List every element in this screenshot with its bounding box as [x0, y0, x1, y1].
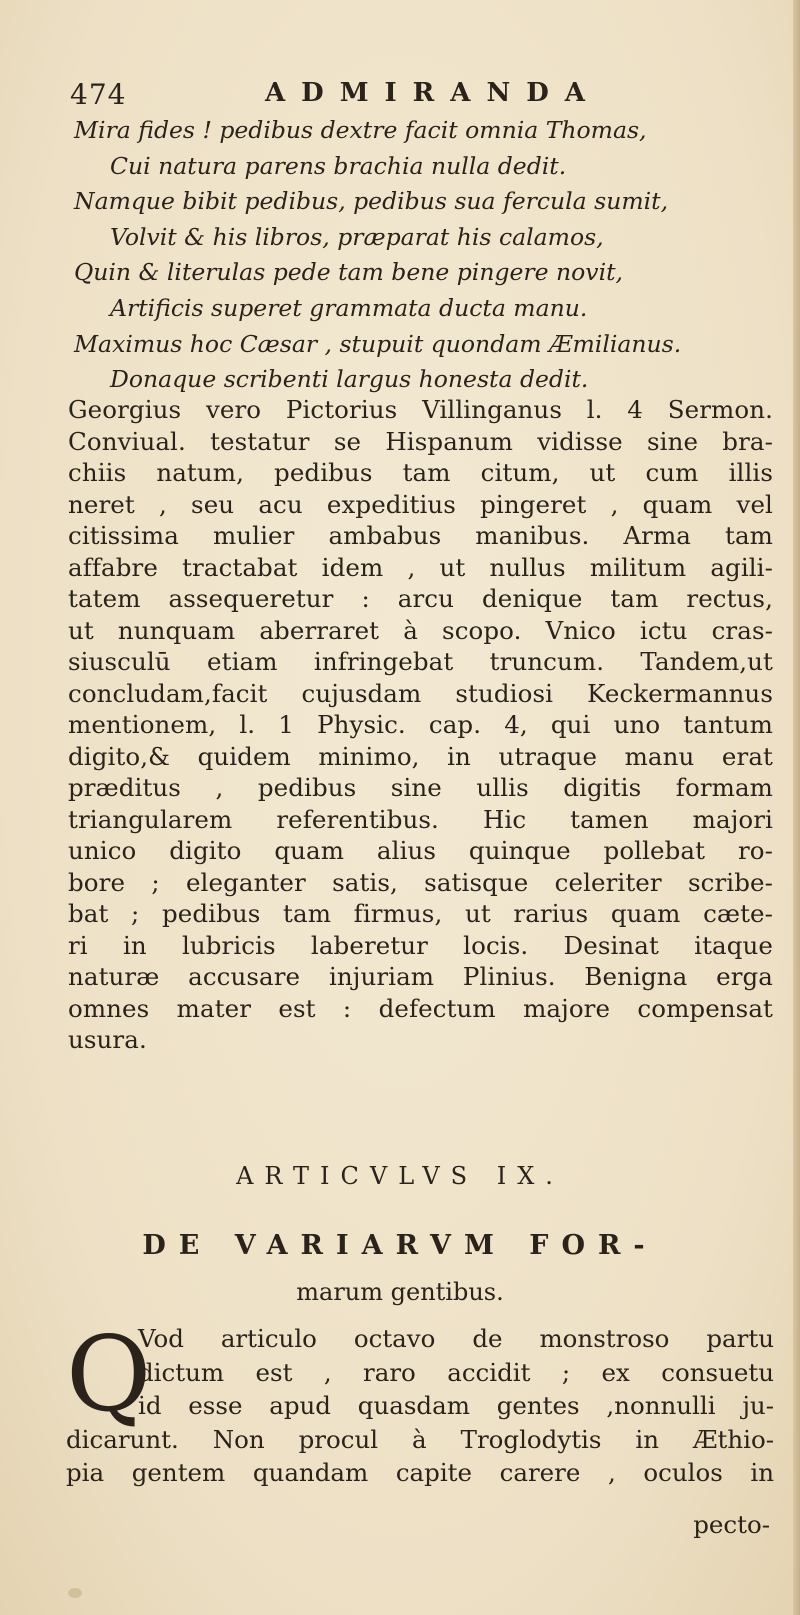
- verse-line: Donaque scribenti largus honesta dedit.: [110, 365, 589, 394]
- prose-line: omnes mater est : defectum majore compensat: [68, 993, 773, 1023]
- verse-line: Artificis superet grammata ducta manu.: [110, 293, 588, 322]
- prose-line: usura.: [68, 1025, 147, 1054]
- prose-line: triangularem referentibus. Hic tamen majori: [68, 804, 773, 834]
- prose-line: ri in lubricis laberetur locis. Desinat itaque: [68, 930, 773, 960]
- prose-line: bat ; pedibus tam firmus, ut rarius quam cæte-: [68, 899, 773, 928]
- page-number: 474: [70, 78, 127, 111]
- prose-line: concludam,facit cujusdam studiosi Keckermannus: [68, 678, 773, 708]
- prose-line: naturæ accusare injuriam Plinius. Benigna erga: [68, 962, 773, 991]
- prose-line: Georgius vero Pictorius Villinganus l. 4 Sermon.: [68, 395, 773, 424]
- prose-line: citissima mulier ambabus manibus. Arma tam: [68, 521, 773, 550]
- prose-paragraph: [68, 394, 773, 1056]
- drop-cap: Q: [66, 1313, 152, 1435]
- prose-line: ut nunquam aberraret à scopo. Vnico ictu cras-: [68, 615, 773, 645]
- paragraph-line: id esse apud quasdam gentes ,nonnulli ju-: [138, 1391, 774, 1420]
- prose-line: tatem assequeretur : arcu denique tam rectus,: [68, 584, 773, 613]
- catchword: pecto-: [693, 1510, 770, 1539]
- paragraph-line: Vod articulo octavo de monstroso partu: [138, 1324, 774, 1353]
- prose-line: Conviual. testatur se Hispanum vidisse sine bra-: [68, 426, 773, 456]
- prose-line: mentionem, l. 1 Physic. cap. 4, qui uno tantum: [68, 710, 773, 739]
- section-subtitle: marum gentibus.: [296, 1278, 504, 1306]
- prose-line: chiis natum, pedibus tam citum, ut cum illis: [68, 458, 773, 487]
- second-paragraph: [66, 1313, 774, 1490]
- prose-line: digito,& quidem minimo, in utraque manu erat: [68, 741, 773, 771]
- verse-line: Volvit & his libros, præparat his calamos,: [110, 222, 604, 251]
- verse-line: Quin & literulas pede tam bene pingere novit,: [74, 258, 624, 287]
- paragraph-line: pia gentem quandam capite carere , oculos in: [66, 1458, 774, 1487]
- verse-line: Mira fides ! pedibus dextre facit omnia Thomas,: [74, 116, 647, 144]
- prose-line: affabre tractabat idem , ut nullus militum agili-: [68, 552, 773, 582]
- prose-line: unico digito quam alius quinque pollebat ro-: [68, 836, 773, 865]
- paragraph-line: dictum est , raro accidit ; ex consuetu: [138, 1357, 774, 1387]
- running-title: ADMIRANDA: [265, 78, 601, 108]
- article-heading: ARTICVLVS IX.: [236, 1162, 564, 1190]
- paper-stain: [68, 1588, 82, 1598]
- prose-line: bore ; eleganter satis, satisque celeriter scribe-: [68, 867, 773, 897]
- prose-line: siusculū etiam infringebat truncum. Tandem,ut: [68, 647, 773, 676]
- page-edge: [793, 0, 800, 1615]
- verse-line: Cui natura parens brachia nulla dedit.: [110, 151, 567, 180]
- prose-line: præditus , pedibus sine ullis digitis formam: [68, 773, 773, 802]
- verse-line: Namque bibit pedibus, pedibus sua fercula sumit,: [74, 187, 669, 216]
- verse-line: Maximus hoc Cæsar , stupuit quondam Æmilianus.: [74, 329, 682, 358]
- section-title: DE VARIARVM FOR-: [142, 1230, 658, 1261]
- poem-block: [74, 113, 774, 398]
- prose-line: neret , seu acu expeditius pingeret , quam vel: [68, 489, 773, 519]
- paragraph-line: dicarunt. Non procul à Troglodytis in Æthio-: [66, 1424, 774, 1454]
- page-header: [70, 72, 630, 116]
